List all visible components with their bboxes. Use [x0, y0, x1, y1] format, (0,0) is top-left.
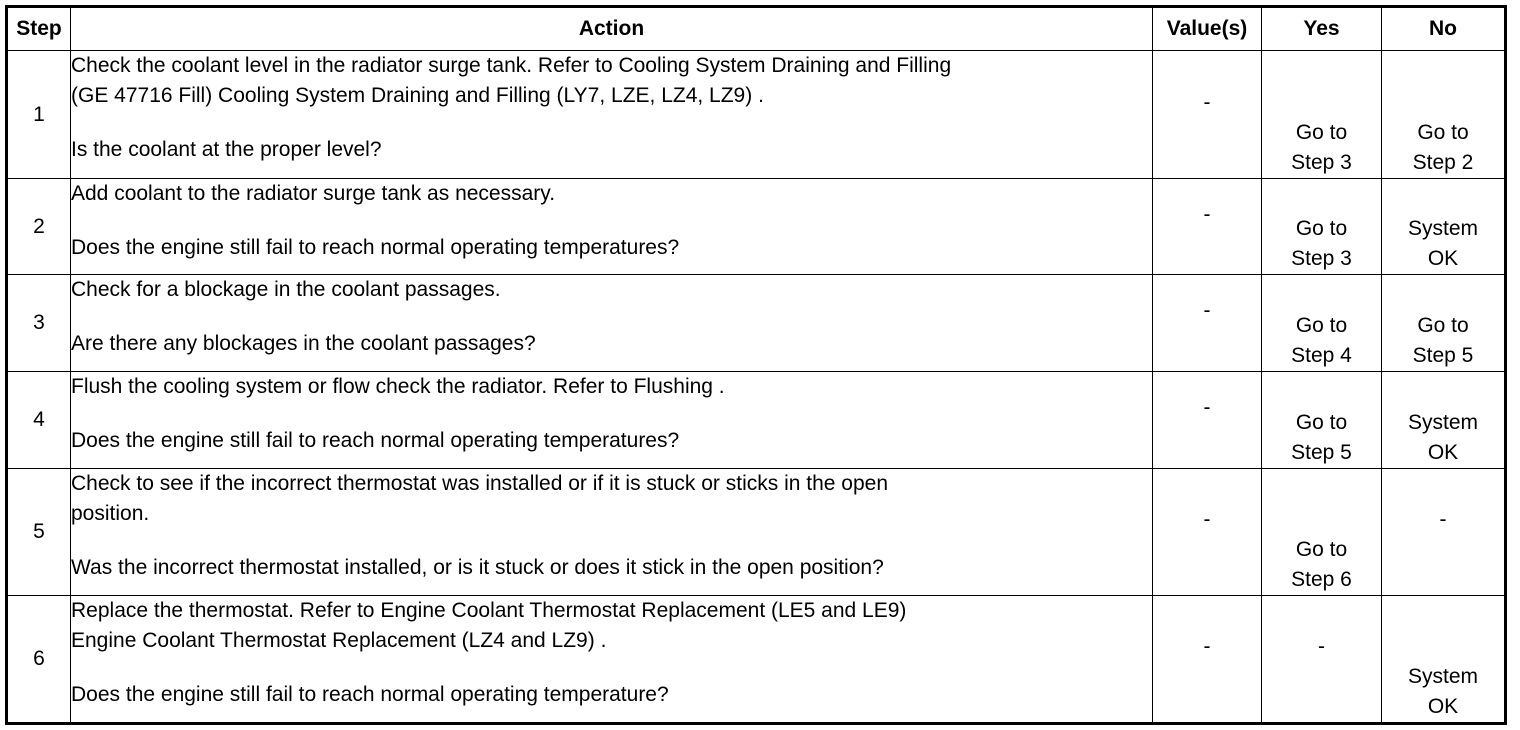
action-question: Does the engine still fail to reach normal operating temperatures? — [71, 236, 680, 259]
step-number: 1 — [7, 51, 71, 179]
no-cell — [1382, 275, 1506, 372]
header-yes: Yes — [1262, 7, 1382, 51]
no-line: Go to — [1417, 121, 1469, 144]
action-text: Check to see if the incorrect thermostat was installed or if it is stuck or sticks in the open position. — [71, 472, 889, 525]
action-question: Is the coolant at the proper level? — [71, 138, 382, 161]
value-cell — [1153, 275, 1262, 372]
value-text: - — [1203, 508, 1211, 531]
yes-cell — [1262, 51, 1382, 179]
header-no: No — [1382, 7, 1506, 51]
yes-line: Step 4 — [1291, 344, 1352, 367]
yes-line: Step 3 — [1291, 247, 1352, 270]
yes-line: Go to — [1295, 217, 1348, 240]
no-line: Step 2 — [1412, 151, 1474, 174]
action-cell — [71, 469, 1153, 596]
yes-cell — [1262, 372, 1382, 469]
header-step: Step — [7, 7, 71, 51]
no-line: OK — [1427, 247, 1459, 270]
table-row — [7, 51, 1506, 179]
action-question: Does the engine still fail to reach normal operating temperatures? — [71, 429, 680, 452]
yes-line: Go to — [1295, 121, 1348, 144]
action-cell — [71, 51, 1153, 179]
action-text: Replace the thermostat. Refer to Engine Coolant Thermostat Replacement (LE5 and LE9) Engine Coolant Thermostat Replacement (LZ4 and LZ9) . — [71, 599, 907, 652]
step-number: 6 — [7, 596, 71, 724]
no-cell — [1382, 51, 1506, 179]
no-line: Go to — [1417, 314, 1469, 337]
value-cell — [1153, 179, 1262, 275]
step-number: 4 — [7, 372, 71, 469]
step-number: 3 — [7, 275, 71, 372]
table-row — [7, 179, 1506, 275]
yes-line: Step 5 — [1291, 441, 1352, 464]
no-line: OK — [1427, 441, 1459, 464]
no-line: Step 5 — [1412, 344, 1474, 367]
header-values: Value(s) — [1153, 7, 1262, 51]
yes-line: Go to — [1295, 314, 1348, 337]
no-line: System — [1407, 665, 1478, 688]
yes-cell — [1262, 275, 1382, 372]
yes-cell — [1262, 179, 1382, 275]
yes-cell — [1262, 469, 1382, 596]
action-cell — [71, 596, 1153, 724]
no-line: OK — [1427, 695, 1459, 718]
value-cell — [1153, 596, 1262, 724]
step-number: 2 — [7, 179, 71, 275]
step-number: 5 — [7, 469, 71, 596]
no-cell — [1382, 469, 1506, 596]
action-text: Check for a blockage in the coolant passages. — [71, 278, 501, 301]
table-row — [7, 372, 1506, 469]
table-row — [7, 469, 1506, 596]
action-question: Are there any blockages in the coolant passages? — [71, 332, 536, 355]
action-cell — [71, 372, 1153, 469]
action-question: Was the incorrect thermostat installed, or is it stuck or does it stick in the open position? — [71, 556, 884, 579]
action-text: Flush the cooling system or flow check the radiator. Refer to Flushing . — [71, 375, 725, 398]
no-cell — [1382, 596, 1506, 724]
yes-cell — [1262, 596, 1382, 724]
action-question: Does the engine still fail to reach normal operating temperature? — [71, 683, 669, 706]
no-cell — [1382, 372, 1506, 469]
action-cell — [71, 179, 1153, 275]
yes-line: - — [1318, 635, 1325, 658]
value-text: - — [1203, 299, 1211, 322]
no-line: - — [1439, 508, 1447, 531]
value-text: - — [1203, 90, 1211, 114]
value-cell — [1153, 469, 1262, 596]
value-text: - — [1203, 396, 1211, 419]
header-row — [7, 7, 1506, 51]
no-cell — [1382, 179, 1506, 275]
no-line: System — [1407, 411, 1478, 434]
yes-line: Go to — [1295, 411, 1348, 434]
diagnostic-table — [5, 5, 1507, 725]
value-text: - — [1203, 202, 1211, 226]
value-cell — [1153, 372, 1262, 469]
header-action: Action — [71, 7, 1153, 51]
action-text: Add coolant to the radiator surge tank as necessary. — [71, 182, 556, 205]
action-cell — [71, 275, 1153, 372]
yes-line: Step 6 — [1291, 568, 1352, 591]
table-row — [7, 275, 1506, 372]
yes-line: Go to — [1295, 538, 1348, 561]
action-text: Check the coolant level in the radiator surge tank. Refer to Cooling System Draining and Filling (GE 47716 Fill) Cooling System Draining and Filling (LY7, LZE, LZ4, LZ9) . — [71, 54, 952, 107]
value-cell — [1153, 51, 1262, 179]
table-row — [7, 596, 1506, 724]
value-text: - — [1203, 635, 1211, 658]
no-line: System — [1407, 217, 1478, 240]
yes-line: Step 3 — [1291, 151, 1352, 174]
